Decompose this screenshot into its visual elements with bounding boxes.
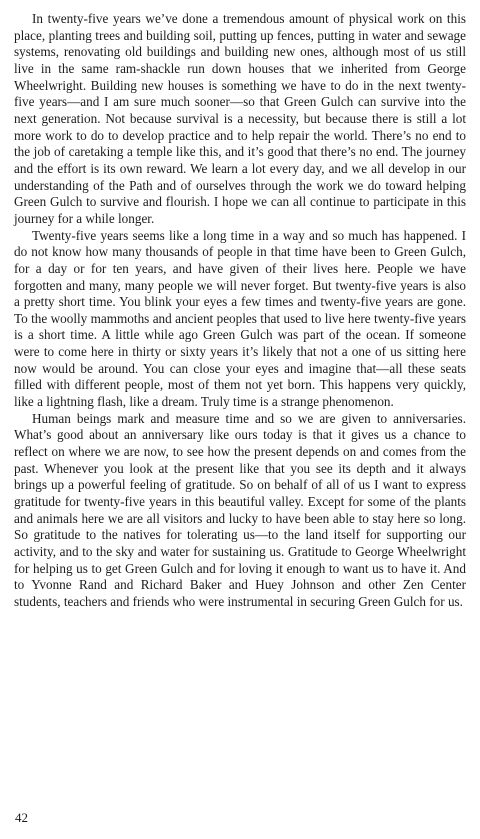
- paragraph-2: Twenty-five years seems like a long time in a way and so much has happened. I do not know how many thousands of people in that time have been to Green Gulch, for a day or for ten years, and have given of their lives here. People we have forgotten and many, many people we will never forget. But twenty-five years is also a pretty short time. You blink your eyes a few times and twenty-five years are gone. To the woolly mammoths and ancient peoples that used to live here twenty-five years is a short time. A little while ago Green Gulch was part of the ocean. If someone were to come here in thirty or sixty years it’s likely that not a one of us sitting here now would be around. You can close your eyes and imagine that—all these seats filled with different people, most of them not yet born. This happens very quickly, like a lightning flash, like a dream. Truly time is a strange phenomenon.: [14, 227, 466, 410]
- page-body: [14, 11, 466, 611]
- paragraph-1: In twenty-five years we’ve done a tremendous amount of physical work on this place, planting trees and building soil, putting up fences, putting in water and sewage systems, renovating old buildings and building new ones, although most of us still live in the same ram-shackle run down houses that we inherited from George Wheelwright. Building new houses is something we have to do in the next twenty-five years—and I am sure much sooner—so that Green Gulch can survive into the next generation. Not because survival is a necessity, but because there is still a lot more work to do to develop practice and to help repair the world. There’s no end to the job of caretaking a temple like this, and it’s good that there’s no end. The journey and the effort is its own reward. We learn a lot every day, and we all develop in our understanding of the Path and of ourselves through the work we do toward helping Green Gulch to survive and flourish. I hope we can all continue to participate in this journey for a while longer.: [14, 11, 466, 226]
- paragraph-3: Human beings mark and measure time and so we are given to anniversaries. What’s good about an anniversary like ours today is that it gives us a chance to reflect on where we are now, to see how the present depends on and comes from the past. Whenever you look at the present like that you see its depth and it always brings up a powerful feeling of gratitude. So on behalf of all of us I want to express gratitude for twenty-five years in this beautiful valley. Except for some of the plants and animals here we are all visitors and lucky to have been able to stay here so long. So gratitude to the natives for tolerating us—to the land itself for supporting our activity, and to the sky and water for sustaining us. Gratitude to George Wheelwright for helping us to get Green Gulch and for loving it enough to want us to have it. And to Yvonne Rand and Richard Baker and Huey Johnson and other Zen Center students, teachers and friends who were instrumental in securing Green Gulch for us.: [14, 410, 466, 609]
- page-number: 42: [15, 810, 28, 825]
